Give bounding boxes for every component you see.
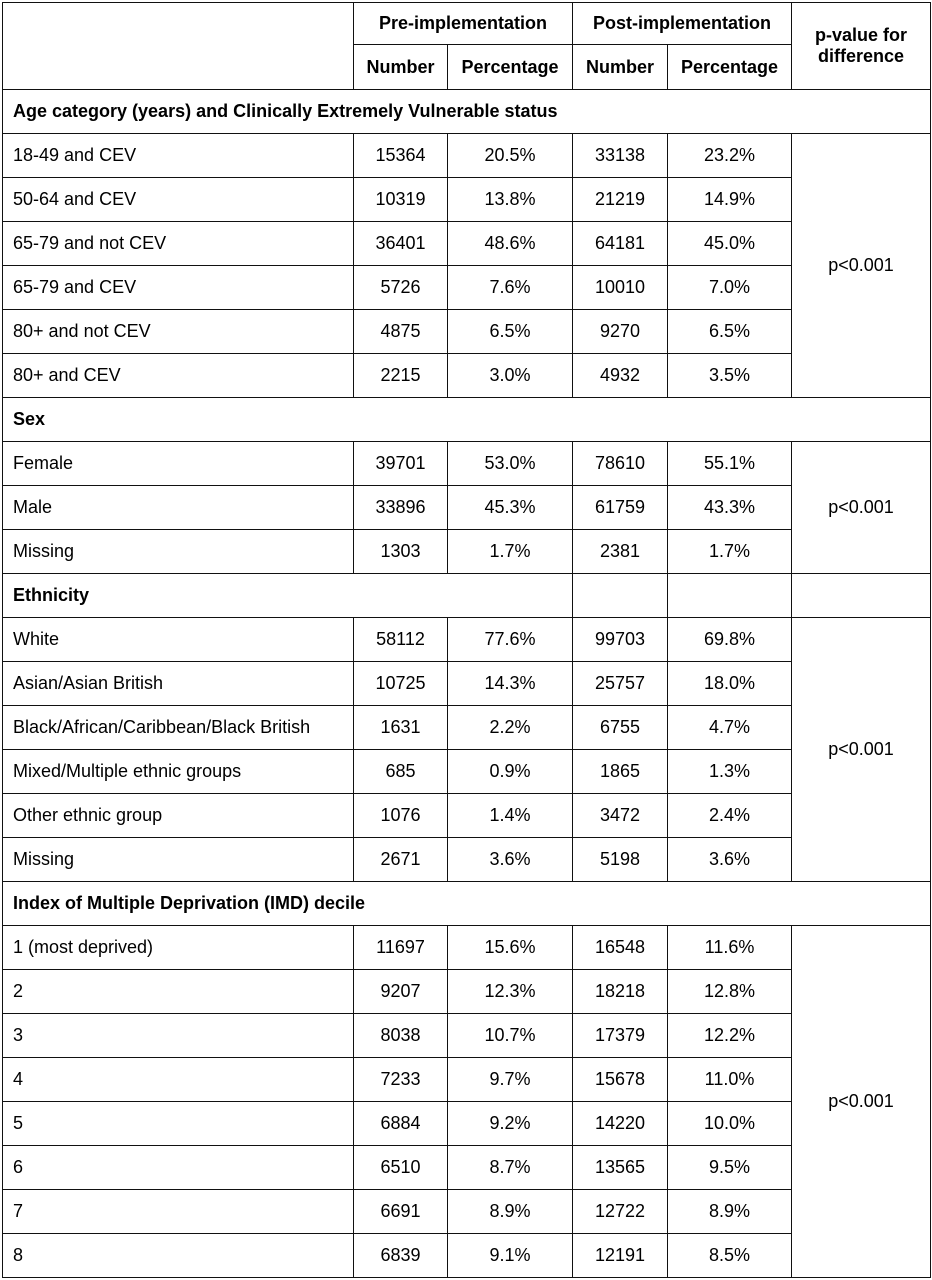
row-label: Missing — [3, 838, 354, 882]
section-title: Sex — [3, 398, 931, 442]
post-number-cell: 12191 — [573, 1234, 668, 1278]
post-percentage-cell: 6.5% — [668, 310, 792, 354]
row-label: 80+ and not CEV — [3, 310, 354, 354]
pre-percentage-cell: 8.9% — [448, 1190, 573, 1234]
header-pre-implementation: Pre-implementation — [354, 3, 573, 45]
section-header-row — [3, 90, 931, 134]
pre-percentage-cell: 1.7% — [448, 530, 573, 574]
row-label: 5 — [3, 1102, 354, 1146]
post-number-cell: 12722 — [573, 1190, 668, 1234]
table-row — [3, 838, 931, 882]
row-label: 65-79 and not CEV — [3, 222, 354, 266]
pre-percentage-cell: 2.2% — [448, 706, 573, 750]
post-number-cell: 25757 — [573, 662, 668, 706]
post-number-cell: 99703 — [573, 618, 668, 662]
table-row — [3, 1190, 931, 1234]
table-row — [3, 794, 931, 838]
p-value-cell: p<0.001 — [792, 618, 931, 882]
table-row — [3, 926, 931, 970]
post-percentage-cell: 23.2% — [668, 134, 792, 178]
post-percentage-cell: 11.0% — [668, 1058, 792, 1102]
header-blank-cell — [3, 3, 354, 90]
row-label: 8 — [3, 1234, 354, 1278]
p-value-cell: p<0.001 — [792, 926, 931, 1278]
pre-percentage-cell: 6.5% — [448, 310, 573, 354]
post-number-cell: 61759 — [573, 486, 668, 530]
post-percentage-cell: 45.0% — [668, 222, 792, 266]
pre-number-cell: 6510 — [354, 1146, 448, 1190]
section-title: Index of Multiple Deprivation (IMD) decile — [3, 882, 931, 926]
table-row — [3, 1058, 931, 1102]
row-label: Black/African/Caribbean/Black British — [3, 706, 354, 750]
pre-number-cell: 6839 — [354, 1234, 448, 1278]
pre-number-cell: 5726 — [354, 266, 448, 310]
post-percentage-cell: 11.6% — [668, 926, 792, 970]
row-label: 50-64 and CEV — [3, 178, 354, 222]
row-label: 2 — [3, 970, 354, 1014]
post-percentage-cell: 55.1% — [668, 442, 792, 486]
post-percentage-cell: 9.5% — [668, 1146, 792, 1190]
table-row — [3, 1146, 931, 1190]
pre-percentage-cell: 1.4% — [448, 794, 573, 838]
post-number-cell: 1865 — [573, 750, 668, 794]
pre-percentage-cell: 20.5% — [448, 134, 573, 178]
table-row — [3, 662, 931, 706]
pre-number-cell: 8038 — [354, 1014, 448, 1058]
post-number-cell: 13565 — [573, 1146, 668, 1190]
pre-number-cell: 7233 — [354, 1058, 448, 1102]
pre-number-cell: 39701 — [354, 442, 448, 486]
pre-percentage-cell: 3.6% — [448, 838, 573, 882]
pre-percentage-cell: 10.7% — [448, 1014, 573, 1058]
table-row — [3, 442, 931, 486]
post-number-cell: 5198 — [573, 838, 668, 882]
post-percentage-cell: 8.5% — [668, 1234, 792, 1278]
pre-percentage-cell: 8.7% — [448, 1146, 573, 1190]
empty-cell — [668, 574, 792, 618]
table-row — [3, 706, 931, 750]
pre-number-cell: 10319 — [354, 178, 448, 222]
row-label: Asian/Asian British — [3, 662, 354, 706]
post-percentage-cell: 10.0% — [668, 1102, 792, 1146]
empty-cell — [573, 574, 668, 618]
post-percentage-cell: 1.7% — [668, 530, 792, 574]
pre-number-cell: 2215 — [354, 354, 448, 398]
table-row — [3, 750, 931, 794]
post-number-cell: 6755 — [573, 706, 668, 750]
section-title: Ethnicity — [3, 574, 573, 618]
post-percentage-cell: 43.3% — [668, 486, 792, 530]
pre-number-cell: 15364 — [354, 134, 448, 178]
pre-percentage-cell: 48.6% — [448, 222, 573, 266]
table-row — [3, 178, 931, 222]
pre-percentage-cell: 7.6% — [448, 266, 573, 310]
pre-percentage-cell: 0.9% — [448, 750, 573, 794]
pre-percentage-cell: 12.3% — [448, 970, 573, 1014]
pre-number-cell: 1631 — [354, 706, 448, 750]
row-label: Missing — [3, 530, 354, 574]
section-header-row — [3, 398, 931, 442]
pre-percentage-cell: 45.3% — [448, 486, 573, 530]
header-row-groups — [3, 3, 931, 45]
post-percentage-cell: 3.5% — [668, 354, 792, 398]
section-header-row — [3, 882, 931, 926]
pre-number-cell: 4875 — [354, 310, 448, 354]
header-post-number: Number — [573, 45, 668, 90]
post-number-cell: 14220 — [573, 1102, 668, 1146]
pre-number-cell: 1076 — [354, 794, 448, 838]
table-row — [3, 1234, 931, 1278]
post-number-cell: 64181 — [573, 222, 668, 266]
post-percentage-cell: 7.0% — [668, 266, 792, 310]
post-percentage-cell: 4.7% — [668, 706, 792, 750]
table-row — [3, 530, 931, 574]
post-percentage-cell: 1.3% — [668, 750, 792, 794]
post-number-cell: 3472 — [573, 794, 668, 838]
post-number-cell: 21219 — [573, 178, 668, 222]
row-label: Female — [3, 442, 354, 486]
row-label: Other ethnic group — [3, 794, 354, 838]
row-label: 4 — [3, 1058, 354, 1102]
header-post-implementation: Post-implementation — [573, 3, 792, 45]
header-p-value: p-value for difference — [792, 3, 931, 90]
table-row — [3, 310, 931, 354]
pre-percentage-cell: 53.0% — [448, 442, 573, 486]
row-label: 80+ and CEV — [3, 354, 354, 398]
post-percentage-cell: 18.0% — [668, 662, 792, 706]
pre-percentage-cell: 13.8% — [448, 178, 573, 222]
row-label: 18-49 and CEV — [3, 134, 354, 178]
header-post-percentage: Percentage — [668, 45, 792, 90]
post-percentage-cell: 69.8% — [668, 618, 792, 662]
pre-percentage-cell: 14.3% — [448, 662, 573, 706]
post-number-cell: 9270 — [573, 310, 668, 354]
table-row — [3, 222, 931, 266]
p-value-cell: p<0.001 — [792, 442, 931, 574]
post-percentage-cell: 14.9% — [668, 178, 792, 222]
p-value-cell: p<0.001 — [792, 134, 931, 398]
pre-number-cell: 1303 — [354, 530, 448, 574]
pre-percentage-cell: 9.7% — [448, 1058, 573, 1102]
pre-percentage-cell: 9.1% — [448, 1234, 573, 1278]
post-number-cell: 16548 — [573, 926, 668, 970]
section-title: Age category (years) and Clinically Extremely Vulnerable status — [3, 90, 931, 134]
pre-number-cell: 9207 — [354, 970, 448, 1014]
table-row — [3, 1014, 931, 1058]
header-pre-percentage: Percentage — [448, 45, 573, 90]
table-row — [3, 618, 931, 662]
post-number-cell: 18218 — [573, 970, 668, 1014]
table-row — [3, 1102, 931, 1146]
pre-number-cell: 10725 — [354, 662, 448, 706]
demographics-table — [2, 2, 931, 1278]
row-label: 65-79 and CEV — [3, 266, 354, 310]
pre-percentage-cell: 9.2% — [448, 1102, 573, 1146]
pre-percentage-cell: 15.6% — [448, 926, 573, 970]
table-row — [3, 134, 931, 178]
header-pre-number: Number — [354, 45, 448, 90]
pre-number-cell: 58112 — [354, 618, 448, 662]
post-number-cell: 10010 — [573, 266, 668, 310]
pre-number-cell: 36401 — [354, 222, 448, 266]
post-percentage-cell: 8.9% — [668, 1190, 792, 1234]
empty-cell — [792, 574, 931, 618]
section-header-row — [3, 574, 931, 618]
post-number-cell: 2381 — [573, 530, 668, 574]
post-percentage-cell: 3.6% — [668, 838, 792, 882]
post-number-cell: 15678 — [573, 1058, 668, 1102]
pre-percentage-cell: 77.6% — [448, 618, 573, 662]
post-number-cell: 4932 — [573, 354, 668, 398]
table-row — [3, 266, 931, 310]
post-percentage-cell: 12.2% — [668, 1014, 792, 1058]
table-row — [3, 354, 931, 398]
row-label: 1 (most deprived) — [3, 926, 354, 970]
pre-number-cell: 33896 — [354, 486, 448, 530]
table-row — [3, 970, 931, 1014]
row-label: Male — [3, 486, 354, 530]
pre-number-cell: 2671 — [354, 838, 448, 882]
row-label: 6 — [3, 1146, 354, 1190]
row-label: White — [3, 618, 354, 662]
post-percentage-cell: 12.8% — [668, 970, 792, 1014]
pre-number-cell: 6884 — [354, 1102, 448, 1146]
row-label: 3 — [3, 1014, 354, 1058]
post-percentage-cell: 2.4% — [668, 794, 792, 838]
table-row — [3, 486, 931, 530]
pre-number-cell: 11697 — [354, 926, 448, 970]
post-number-cell: 33138 — [573, 134, 668, 178]
row-label: 7 — [3, 1190, 354, 1234]
post-number-cell: 17379 — [573, 1014, 668, 1058]
post-number-cell: 78610 — [573, 442, 668, 486]
pre-number-cell: 685 — [354, 750, 448, 794]
row-label: Mixed/Multiple ethnic groups — [3, 750, 354, 794]
pre-percentage-cell: 3.0% — [448, 354, 573, 398]
pre-number-cell: 6691 — [354, 1190, 448, 1234]
